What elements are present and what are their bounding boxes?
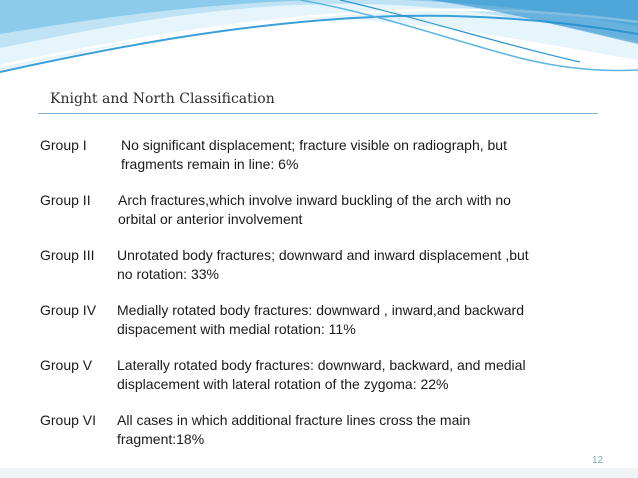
- group-label: Group III: [40, 247, 95, 263]
- group-description: [117, 246, 587, 284]
- description-line: fragments remain in line: 6%: [121, 156, 299, 172]
- description-line: no rotation: 33%: [117, 266, 219, 282]
- description-line: No significant displacement; fracture visible on radiograph, but: [121, 137, 507, 153]
- group-label: Group II: [40, 192, 91, 208]
- group-description: [117, 356, 587, 394]
- description-line: Unrotated body fractures; downward and inward displacement ,but: [117, 247, 529, 263]
- bottom-strip: [0, 468, 638, 478]
- group-description: [121, 136, 591, 174]
- slide-title: Knight and North Classification: [50, 91, 275, 107]
- group-description: [117, 301, 587, 339]
- description-line: Arch fractures,which involve inward buckling of the arch with no: [118, 192, 511, 208]
- description-line: All cases in which additional fracture lines cross the main: [117, 412, 471, 428]
- group-description: [118, 191, 588, 229]
- description-line: displacement with lateral rotation of the zygoma: 22%: [117, 376, 449, 392]
- group-label: Group I: [40, 137, 87, 153]
- description-line: Laterally rotated body fractures: downward, backward, and medial: [117, 357, 526, 373]
- group-description: [117, 411, 587, 449]
- page-number: 12: [592, 455, 604, 466]
- header-wave-decoration: [0, 0, 638, 80]
- description-line: fragment:18%: [117, 431, 205, 447]
- title-divider: [38, 113, 598, 114]
- group-label: Group V: [40, 357, 93, 373]
- description-line: dispacement with medial rotation: 11%: [117, 321, 356, 337]
- group-label: Group IV: [40, 302, 97, 318]
- description-line: Medially rotated body fractures: downward , inward,and backward: [117, 302, 524, 318]
- group-label: Group VI: [40, 412, 97, 428]
- description-line: orbital or anterior involvement: [118, 211, 303, 227]
